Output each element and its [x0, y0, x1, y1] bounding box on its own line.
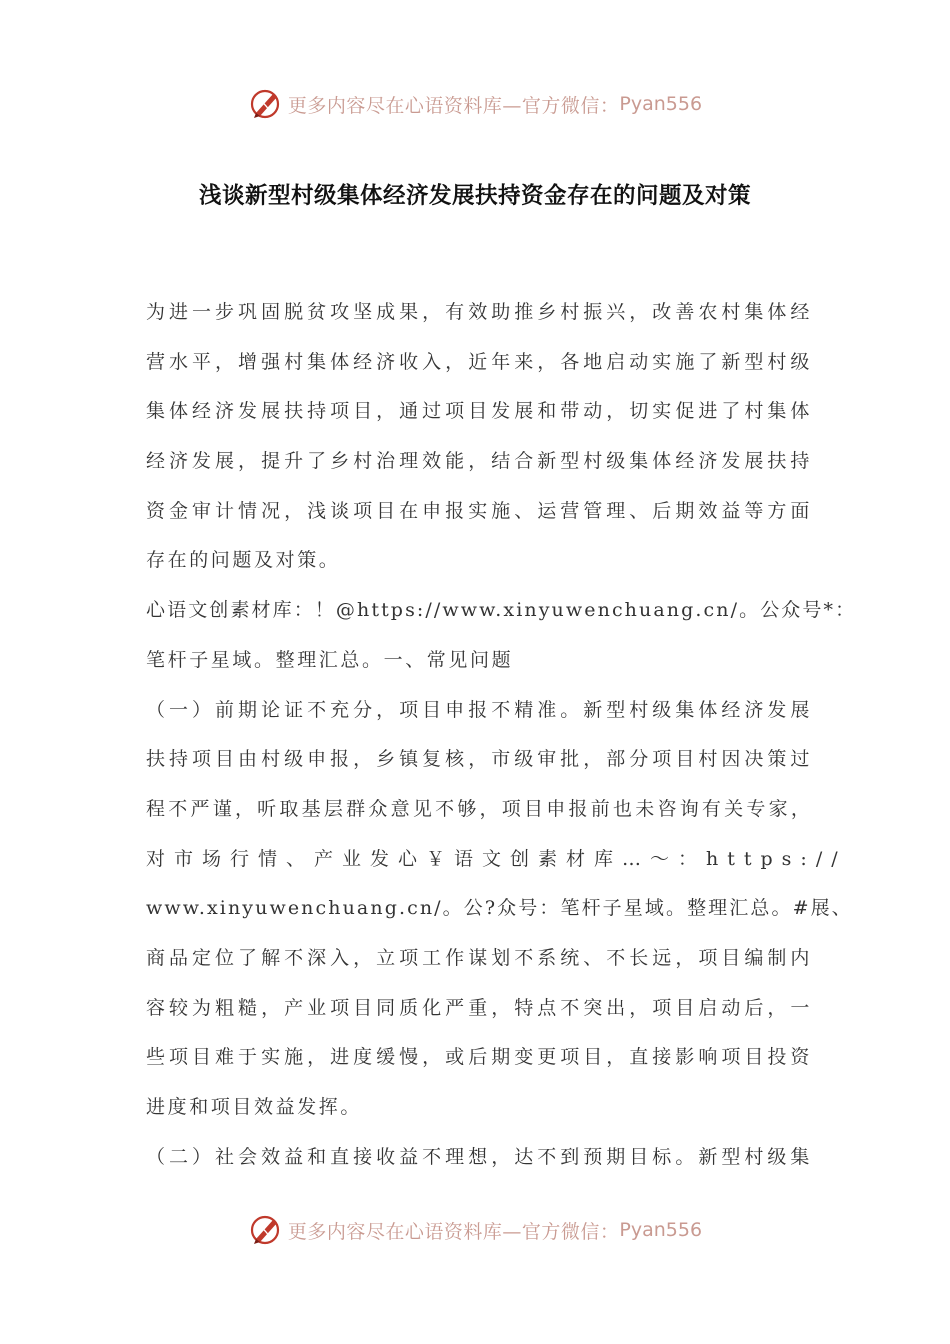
body-line: www.xinyuwenchuang.cn/。公?众号：笔杆子星域。整理汇总。#展、 — [146, 897, 853, 920]
body-line: 心语文创素材库：！@https://www.xinyuwenchuang.cn/。公众号*： — [146, 599, 857, 622]
body-line: 经济发展，提升了乡村治理效能，结合新型村级集体经济发展扶持 — [146, 450, 812, 473]
body-line: 些项目难于实施，进度缓慢，或后期变更项目，直接影响项目投资 — [146, 1046, 812, 1069]
body-line: 存在的问题及对策。 — [146, 549, 341, 572]
wechat-id: Pyan556 — [619, 1219, 703, 1241]
body-line: 营水平，增强村集体经济收入，近年来，各地启动实施了新型村级 — [146, 350, 812, 373]
document-title: 浅谈新型村级集体经济发展扶持资金存在的问题及对策 — [198, 183, 751, 209]
banner-text: 更多内容尽在心语资料库—官方微信： — [287, 94, 620, 117]
body-line: 扶持项目由村级申报，乡镇复核，市级审批，部分项目村因决策过 — [146, 748, 812, 771]
body-line: 进度和项目效益发挥。 — [146, 1096, 363, 1118]
body-line: 商品定位了解不深入，立项工作谋划不系统、不长远，项目编制内 — [146, 946, 812, 969]
body-line: 对市场行情、产业发心￥语文创素材库…～：https:// — [146, 847, 847, 870]
body-line: 笔杆子星域。整理汇总。一、常见问题 — [146, 648, 514, 671]
pen-logo-icon — [248, 1212, 284, 1248]
body-line: 集体经济发展扶持项目，通过项目发展和带动，切实促进了村集体 — [146, 400, 812, 423]
wechat-id: Pyan556 — [619, 93, 703, 115]
body-line: 资金审计情况，浅谈项目在申报实施、运营管理、后期效益等方面 — [146, 499, 812, 522]
body-line: （二）社会效益和直接收益不理想，达不到预期目标。新型村级集 — [146, 1145, 812, 1168]
body-line: 为进一步巩固脱贫攻坚成果，有效助推乡村振兴，改善农村集体经 — [146, 301, 812, 323]
body-line: 程不严谨，听取基层群众意见不够，项目申报前也未咨询有关专家， — [146, 797, 812, 820]
header-banner — [0, 81, 950, 127]
document-body — [146, 288, 857, 1182]
banner-text: 更多内容尽在心语资料库—官方微信： — [287, 1220, 620, 1243]
body-line: 容较为粗糙，产业项目同质化严重，特点不突出，项目启动后，一 — [146, 996, 812, 1019]
body-line: （一）前期论证不充分，项目申报不精准。新型村级集体经济发展 — [146, 698, 812, 721]
pen-logo-icon — [248, 86, 284, 122]
footer-banner — [0, 1207, 950, 1253]
